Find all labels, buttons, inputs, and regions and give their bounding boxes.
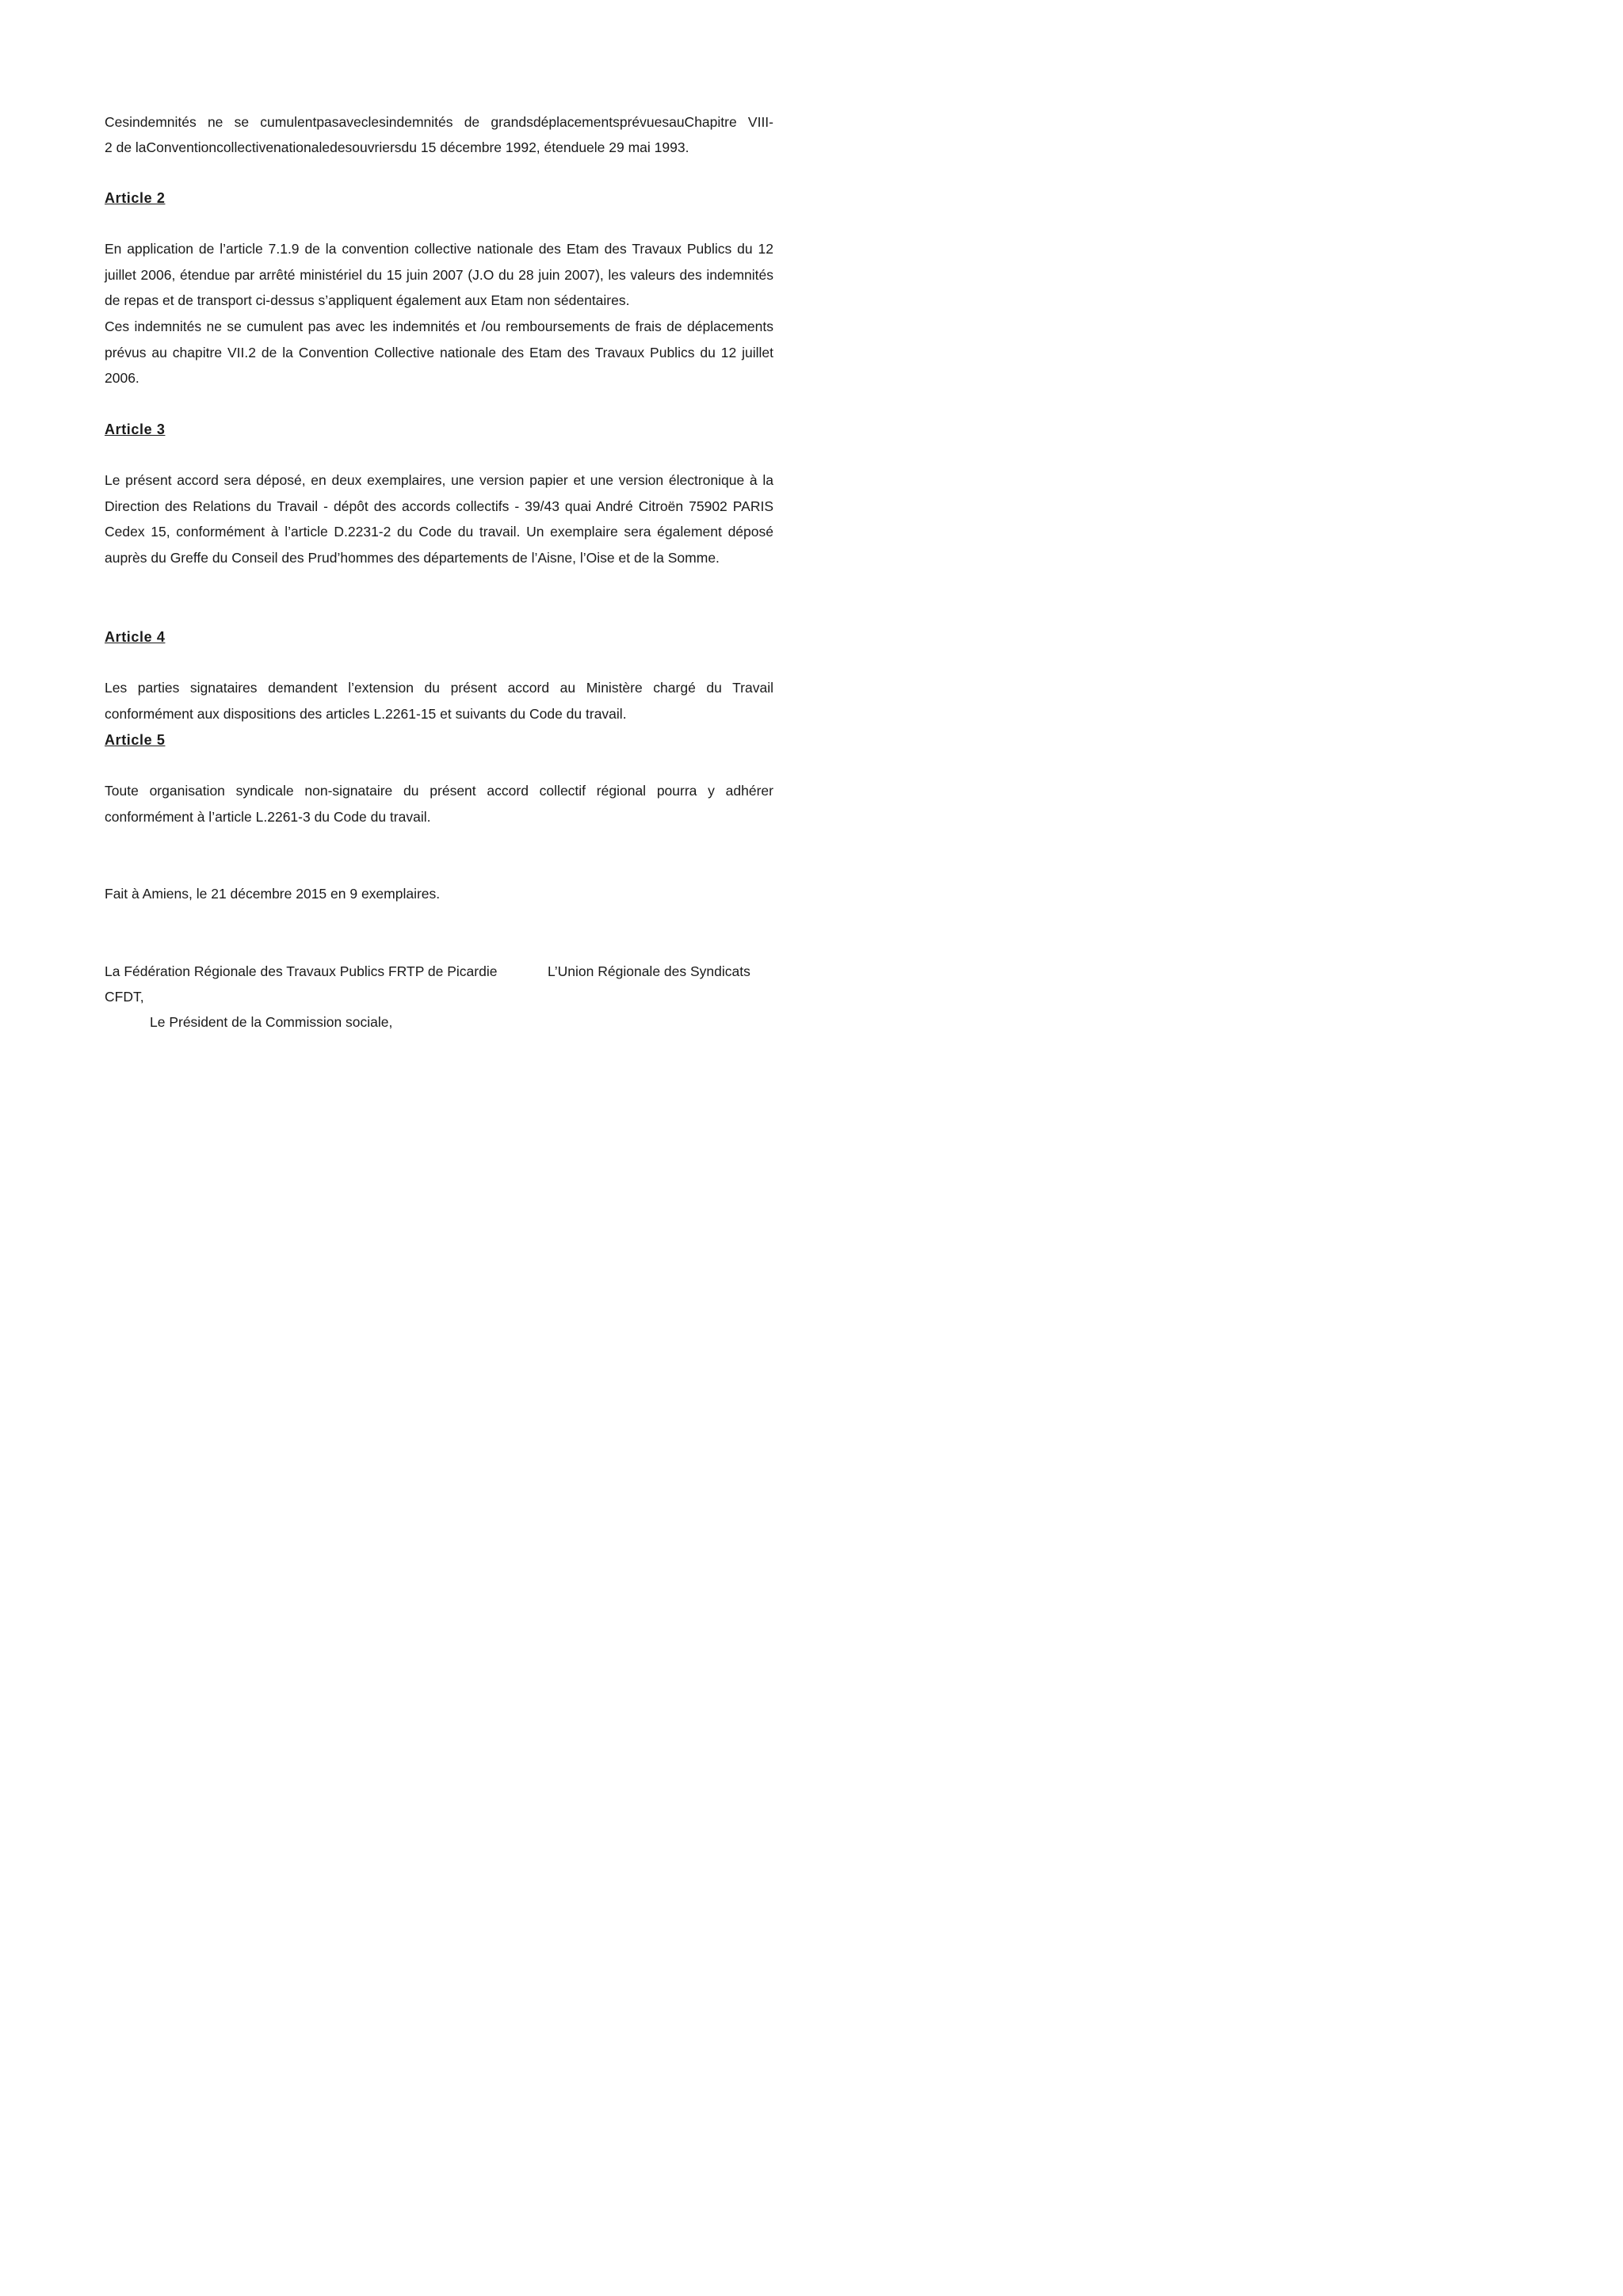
article-2-paragraph-1: En application de l’article 7.1.9 de la convention collective nationale des Etam des Travaux Publics du 12 juillet 2006, étendue par arrêté ministériel du 15 juin 2007 (J.O du 28 juin 2007), les valeurs des indemnités de repas et de transport ci-dessus s’appliquent également aux Etam non sédentaires.: [105, 241, 773, 308]
article-2-paragraph-2: Ces indemnités ne se cumulent pas avec les indemnités et /ou remboursements de frais de déplacements prévus au chapitre VII.2 de la Convention Collective nationale des Etam des Travaux Publics du 12 juillet 2006.: [105, 318, 773, 386]
signature-left-organization: La Fédération Régionale des Travaux Publics FRTP de Picardie: [105, 963, 498, 979]
article-3-paragraph: Le présent accord sera déposé, en deux exemplaires, une version papier et une version électronique à la Direction des Relations du Travail - dépôt des accords collectifs - 39/43 quai André Citroën 75902 PARIS Cedex 15, conformément à l’article D.2231-2 du Code du travail. Un exemplaire sera également déposé auprès du Greffe du Conseil des Prud’hommes des départements de l’Aisne, l’Oise et de la Somme.: [105, 472, 773, 566]
signature-right-organization: L’Union Régionale des Syndicats: [548, 963, 750, 979]
article-4-paragraph: Les parties signataires demandent l’extension du présent accord au Ministère chargé du Travail conformément aux dispositions des articles L.2261-15 et suivants du Code du travail.: [105, 680, 773, 722]
article-3-heading: Article 3: [105, 421, 166, 437]
article-5-paragraph: Toute organisation syndicale non-signataire du présent accord collectif régional pourra y adhérer conformément à l’article L.2261-3 du Code du travail.: [105, 783, 773, 825]
intro-line-1: Cesindemnités ne se cumulentpasaveclesindemnités de grandsdéplacementsprévuesauChapitre VIII-: [105, 114, 773, 130]
closing-statement: Fait à Amiens, le 21 décembre 2015 en 9 exemplaires.: [105, 886, 441, 902]
signature-left-role: Le Président de la Commission sociale,: [150, 1014, 393, 1030]
signature-right-organization-cont: CFDT,: [105, 989, 144, 1005]
intro-line-2: 2 de laConventioncollectivenationaledesouvriersdu 15 décembre 1992, étenduele 29 mai 1993.: [105, 139, 689, 155]
document-page: [0, 0, 872, 1233]
article-4-heading: Article 4: [105, 629, 166, 645]
article-5-heading: Article 5: [105, 732, 166, 748]
article-2-heading: Article 2: [105, 190, 166, 206]
